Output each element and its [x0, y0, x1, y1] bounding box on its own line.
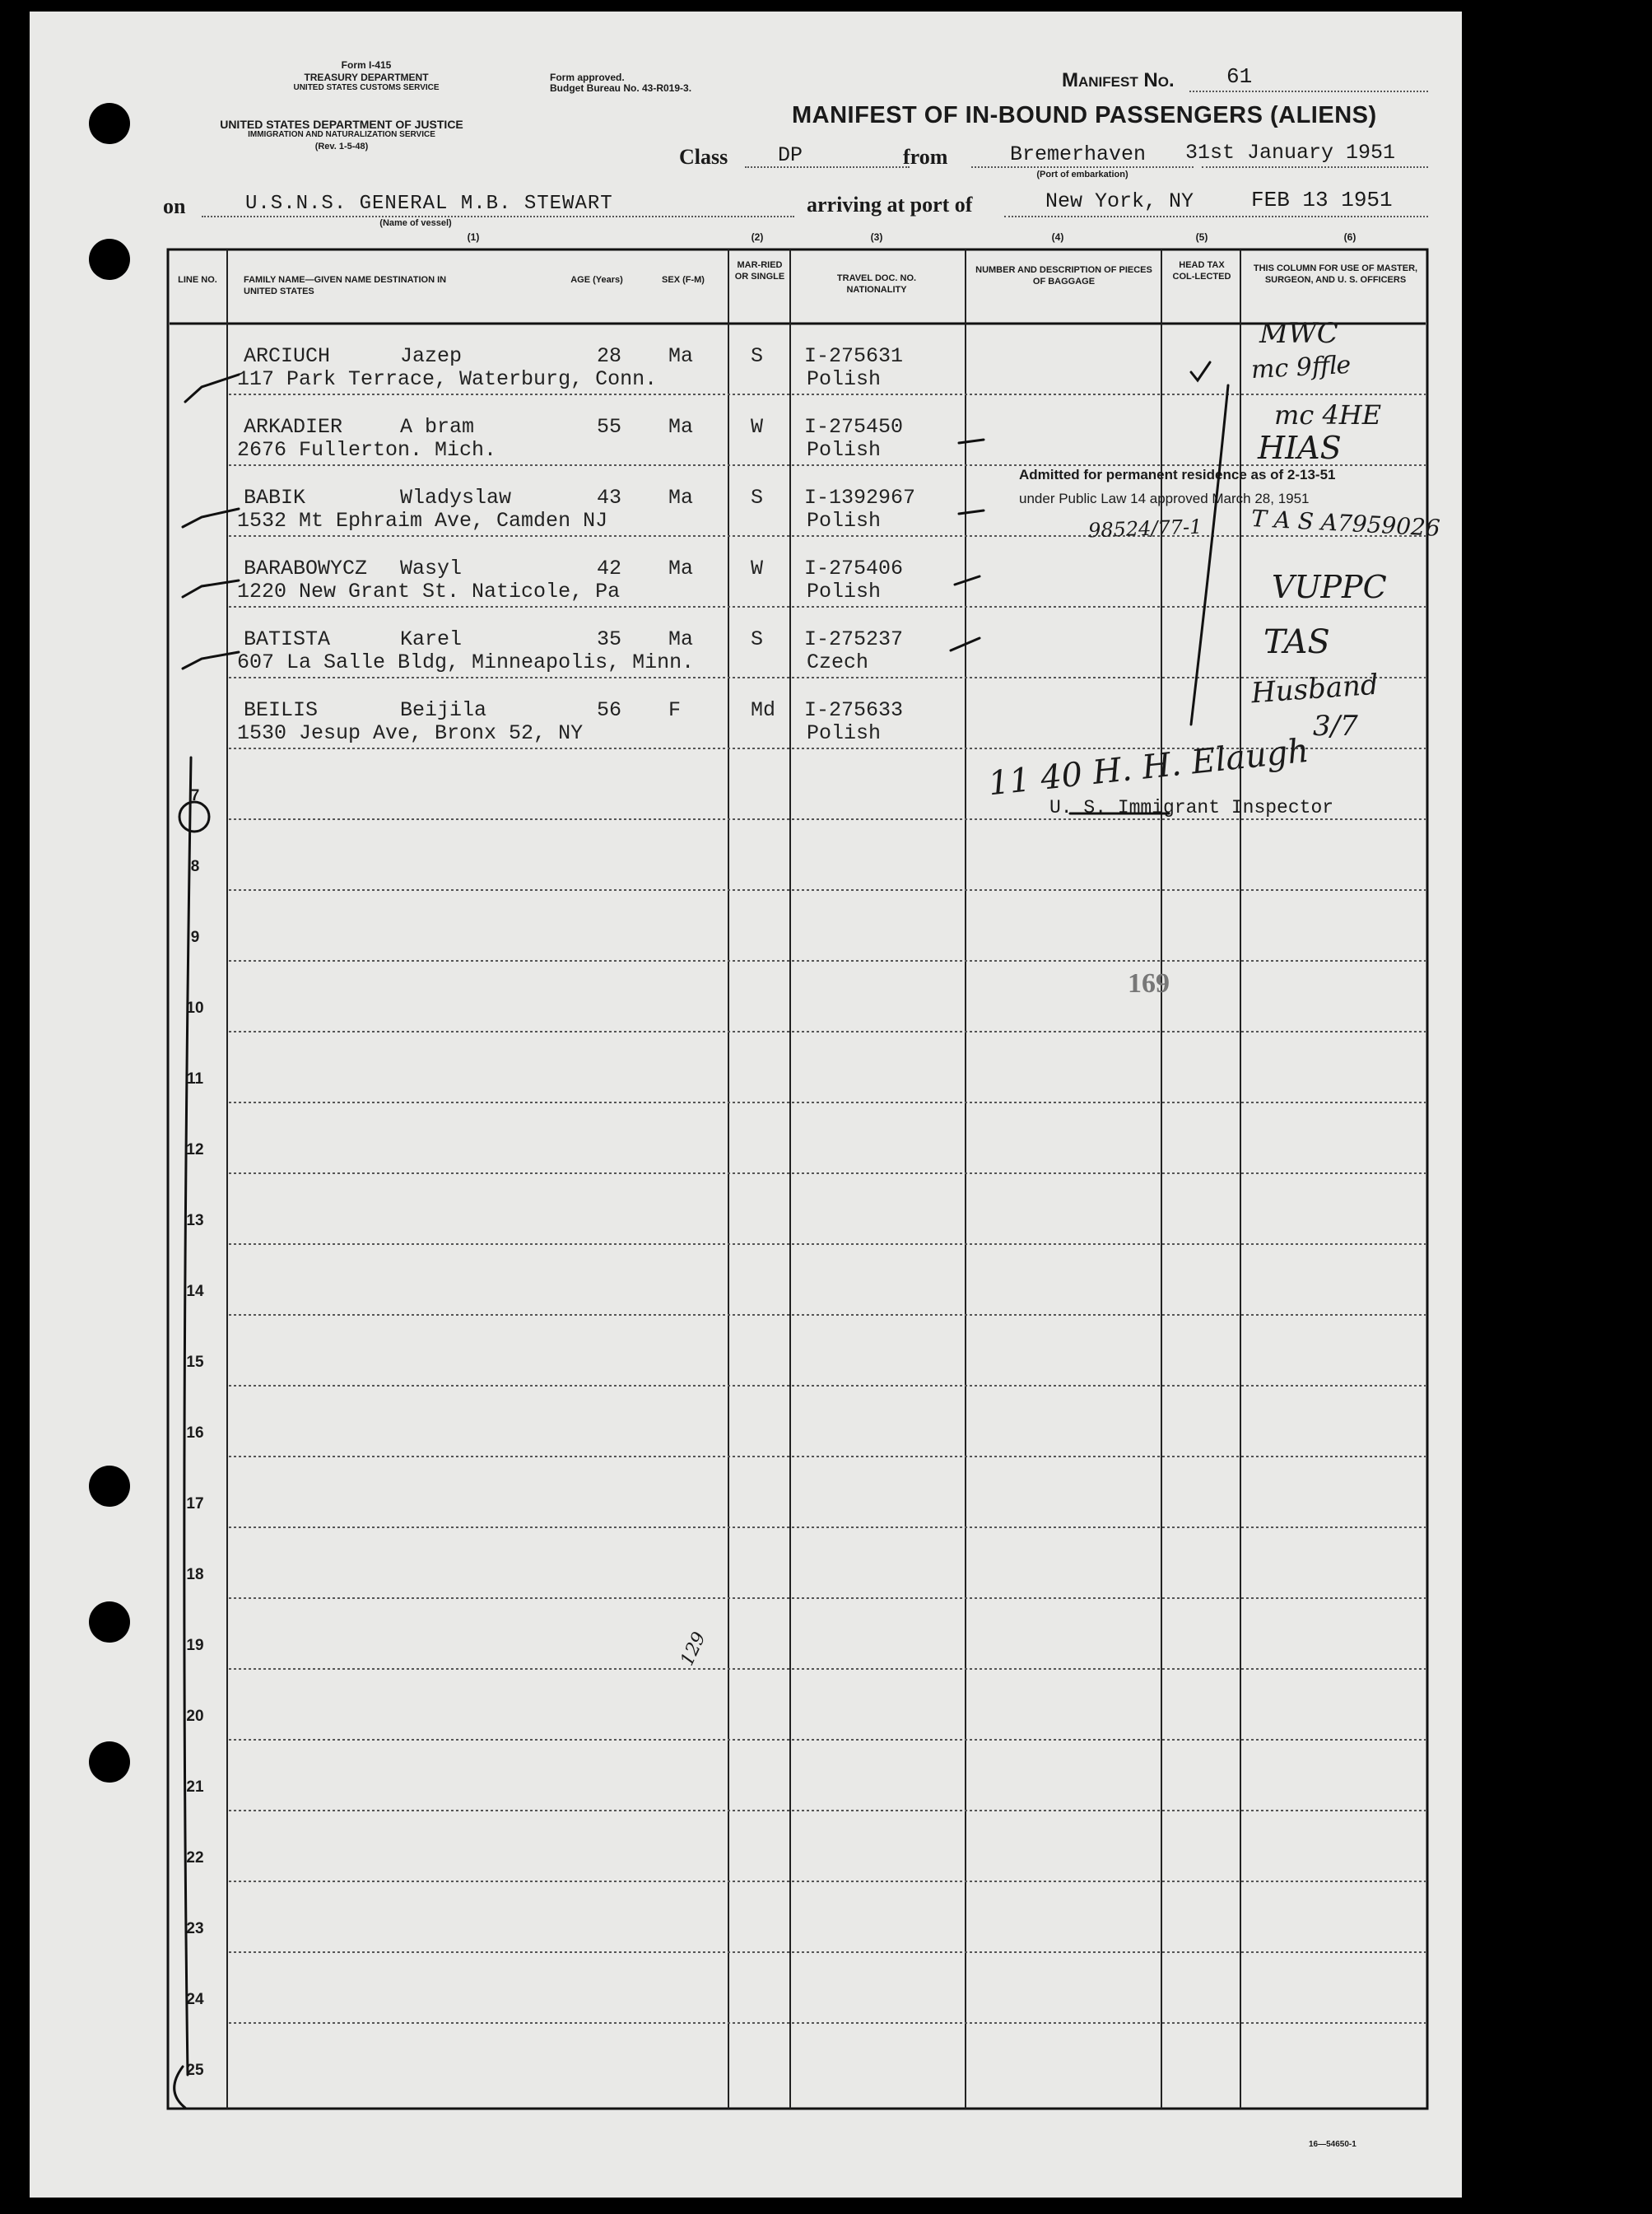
ins-service: IMMIGRATION AND NATURALIZATION SERVICE	[248, 130, 435, 139]
line-number: 10	[186, 1000, 204, 1017]
passenger-address: 607 La Salle Bldg, Minneapolis, Minn.	[237, 650, 695, 674]
passenger-given-name: Beijila	[400, 698, 487, 722]
passenger-age: 28	[597, 344, 622, 368]
passenger-travel-doc: I-275237	[804, 627, 904, 651]
passenger-age: 56	[597, 698, 622, 722]
passenger-given-name: Karel	[400, 627, 463, 651]
officer-note-4: HIAS	[1258, 430, 1342, 466]
class-label: Class	[679, 145, 728, 169]
officer-note-2: mc 9ffle	[1250, 350, 1352, 385]
passenger-age: 43	[597, 486, 622, 510]
officer-note-6: TAS	[1263, 623, 1330, 661]
officer-note-1: MWC	[1259, 317, 1338, 350]
manifest-no-value: 61	[1226, 64, 1253, 89]
passenger-family-name: BATISTA	[244, 627, 331, 651]
justice-dept: UNITED STATES DEPARTMENT OF JUSTICE	[220, 118, 463, 131]
passenger-given-name: A bram	[400, 415, 475, 439]
col-number-5: (5)	[1195, 231, 1208, 243]
officer-note-5: VUPPC	[1272, 569, 1387, 605]
line-number: 13	[186, 1212, 204, 1229]
col-number-3: (3)	[870, 231, 883, 243]
passenger-sex: Ma	[668, 344, 694, 368]
passenger-given-name: Wasyl	[400, 557, 463, 580]
passenger-age: 42	[597, 557, 622, 580]
line-number: 20	[186, 1708, 204, 1725]
col-header-name: FAMILY NAME—GIVEN NAME DESTINATION IN UNITED STATES	[244, 275, 447, 296]
line-number: 22	[186, 1849, 204, 1867]
line-number: 24	[186, 1991, 204, 2008]
officer-note-3: mc 4HE	[1274, 399, 1382, 431]
class-value: DP	[778, 143, 803, 167]
col-header-sex: SEX (F-M)	[662, 275, 705, 285]
line-number: 21	[186, 1778, 204, 1796]
passenger-given-name: Wladyslaw	[400, 486, 512, 510]
passenger-family-name: BEILIS	[244, 698, 319, 722]
revision: (Rev. 1-5-48)	[314, 142, 369, 151]
footer-code: 16—54650-1	[1309, 2140, 1357, 2149]
treasury-dept: TREASURY DEPARTMENT	[304, 72, 429, 83]
passenger-nationality: Czech	[807, 650, 869, 674]
inspector-title: U. S. Immigrant Inspector	[1049, 797, 1334, 818]
col-header-headtax: HEAD TAX COL-LECTED	[1172, 260, 1231, 282]
col-header-line: LINE NO.	[178, 275, 217, 285]
line-number: 9	[190, 929, 200, 946]
passenger-given-name: Jazep	[400, 344, 463, 368]
passenger-sex: Ma	[668, 415, 694, 439]
line-number: 23	[186, 1920, 204, 1937]
line-number: 25	[186, 2062, 204, 2079]
passenger-nationality: Polish	[807, 367, 882, 391]
passenger-sex: Ma	[668, 486, 694, 510]
vessel-name: U.S.N.S. GENERAL M.B. STEWART	[245, 193, 613, 215]
line-number: 8	[190, 858, 200, 875]
from-label: from	[903, 145, 948, 169]
arrival-port: New York, NY	[1045, 189, 1194, 213]
from-value: Bremerhaven	[1010, 142, 1147, 166]
line-number: 18	[186, 1566, 204, 1583]
passenger-marital-status: S	[751, 344, 764, 368]
passenger-nationality: Polish	[807, 580, 882, 604]
passenger-family-name: BARABOWYCZ	[244, 557, 368, 580]
col-number-4: (4)	[1051, 231, 1064, 243]
passenger-travel-doc: I-275631	[804, 344, 904, 368]
manifest-no-label: Manifest No.	[1062, 69, 1175, 91]
passenger-sex: F	[668, 698, 682, 722]
passenger-sex: Ma	[668, 557, 694, 580]
col-header-baggage: NUMBER AND DESCRIPTION OF PIECES OF BAGGAGE	[975, 265, 1152, 287]
vessel-caption: (Name of vessel)	[379, 218, 452, 228]
passenger-nationality: Polish	[807, 721, 882, 745]
passenger-age: 35	[597, 627, 622, 651]
margin-note: 129	[677, 1629, 710, 1670]
passenger-nationality: Polish	[807, 438, 882, 462]
passenger-marital-status: W	[751, 557, 764, 580]
passenger-age: 55	[597, 415, 622, 439]
passenger-travel-doc: I-1392967	[804, 486, 916, 510]
passenger-address: 2676 Fullerton. Mich.	[237, 438, 497, 462]
port-caption: (Port of embarkation)	[1036, 170, 1128, 179]
tas-number: T A S A7959026	[1250, 505, 1441, 542]
manifest-title: MANIFEST OF IN-BOUND PASSENGERS (ALIENS)	[792, 102, 1377, 128]
passenger-address: 117 Park Terrace, Waterburg, Conn.	[237, 367, 658, 391]
manifest-date: 31st January 1951	[1185, 141, 1396, 165]
admission-stamp-line1: Admitted for permanent residence as of 2-13-51	[1019, 467, 1336, 482]
form-number: Form I-415	[341, 59, 392, 71]
inspector-signature: 11 40 H. H. Elaugh	[986, 731, 1311, 804]
col-number-2: (2)	[751, 231, 764, 243]
passenger-nationality: Polish	[807, 509, 882, 533]
col-header-married: MAR-RIED OR SINGLE	[734, 260, 785, 282]
passenger-address: 1530 Jesup Ave, Bronx 52, NY	[237, 721, 584, 745]
passenger-address: 1532 Mt Ephraim Ave, Camden NJ	[237, 509, 608, 533]
customs-service: UNITED STATES CUSTOMS SERVICE	[293, 83, 440, 92]
passenger-marital-status: S	[751, 627, 764, 651]
passenger-address: 1220 New Grant St. Naticole, Pa	[237, 580, 621, 604]
officer-note-8: 3/7	[1313, 710, 1358, 743]
passenger-sex: Ma	[668, 627, 694, 651]
col-header-officers: THIS COLUMN FOR USE OF MASTER, SURGEON, AND U. S. OFFICERS	[1253, 263, 1418, 285]
passenger-marital-status: Md	[751, 698, 776, 722]
arrival-date-stamp: FEB 13 1951	[1251, 188, 1393, 212]
admission-stamp-line2: under Public Law 14 approved March 28, 1951	[1019, 491, 1310, 506]
line-number: 14	[186, 1283, 204, 1300]
passenger-family-name: ARCIUCH	[244, 344, 331, 368]
passenger-marital-status: W	[751, 415, 764, 439]
col-number-1: (1)	[467, 231, 480, 243]
line-number: 17	[186, 1495, 204, 1513]
officer-note-7: Husband	[1249, 668, 1380, 711]
arriving-label: arriving at port of	[807, 193, 973, 217]
col-header-age: AGE (Years)	[570, 275, 623, 285]
passenger-travel-doc: I-275450	[804, 415, 904, 439]
file-number: 98524/77-1	[1087, 515, 1203, 543]
form-approved: Form approved.	[550, 72, 625, 83]
page-number: 169	[1128, 968, 1170, 999]
passenger-family-name: BABIK	[244, 486, 306, 510]
line-number: 7	[190, 787, 200, 804]
passenger-family-name: ARKADIER	[244, 415, 343, 439]
passenger-travel-doc: I-275406	[804, 557, 904, 580]
line-number: 19	[186, 1637, 204, 1654]
line-number: 15	[186, 1354, 204, 1371]
passenger-marital-status: S	[751, 486, 764, 510]
line-number: 12	[186, 1141, 204, 1158]
col-header-travel: TRAVEL DOC. NO. NATIONALITY	[836, 273, 917, 295]
line-number: 11	[186, 1070, 204, 1088]
col-number-6: (6)	[1343, 231, 1357, 243]
on-label: on	[163, 194, 186, 218]
budget-bureau: Budget Bureau No. 43-R019-3.	[550, 82, 692, 94]
line-number: 16	[186, 1424, 204, 1442]
passenger-travel-doc: I-275633	[804, 698, 904, 722]
